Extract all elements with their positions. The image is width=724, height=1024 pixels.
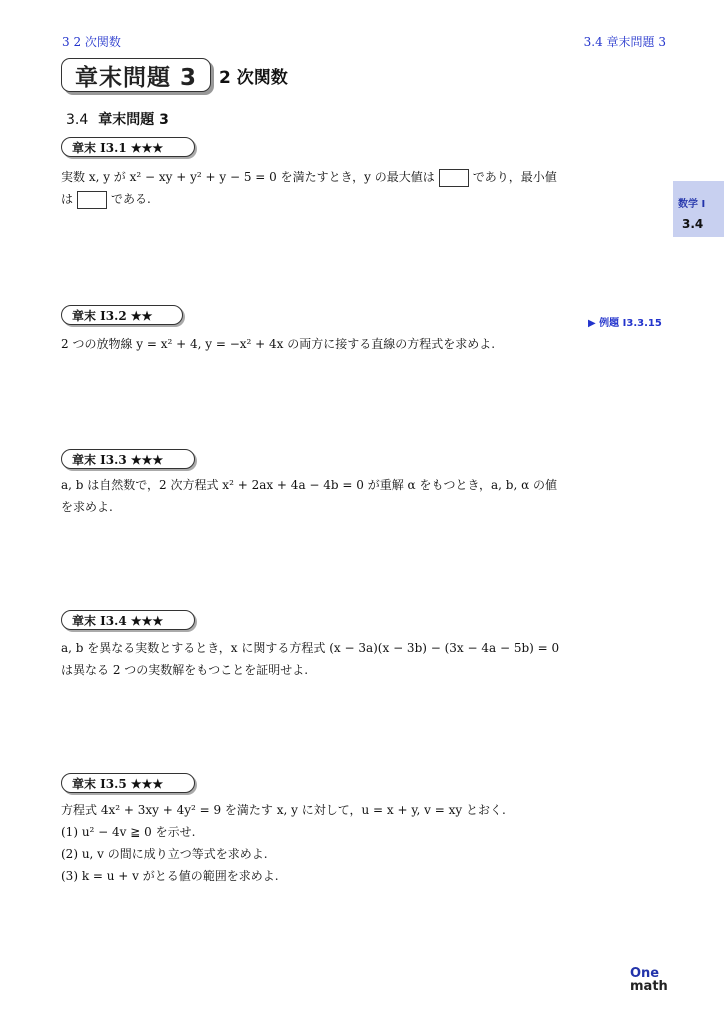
answer-blank-min[interactable] [77,191,107,209]
problem-text-1 [61,166,561,210]
side-tab-subject: 数学 I [678,199,706,210]
problem-1-line2b: である. [111,192,151,206]
side-tab-section: 3.4 [682,217,704,231]
problem-1-line1a: 実数 x, y が x² − xy + y² + y − 5 = 0 を満たすとき，y の最大値は [61,170,435,184]
problem-5-part1: (1) u² − 4v ≧ 0 を示せ. [61,825,196,839]
problem-label-4: 章末 I3.4 ★★★ [61,610,195,630]
running-header-chapter: 3 2 次関数 [62,35,121,49]
chapter-subtitle: 2 次関数 [219,68,288,88]
problem-label-2: 章末 I3.2 ★★ [61,305,183,325]
problem-text-3 [61,474,561,518]
onemath-logo [630,967,670,993]
section-name: 章末問題 3 [98,112,169,128]
logo-line-one: One [630,966,660,981]
problem-1-line1b: であり，最小値 [472,170,557,184]
problem-text-4 [61,637,561,681]
logo-line-math: math [630,979,668,994]
problem-label-5: 章末 I3.5 ★★★ [61,773,195,793]
chapter-title-box: 章末問題 3 [61,58,211,92]
answer-blank-max[interactable] [439,169,469,187]
problem-2-line1: 2 つの放物線 y = x² + 4, y = −x² + 4x の両方に接する直線の方程式を求めよ. [61,337,496,351]
problem-4-line2: は異なる 2 つの実数解をもつことを証明せよ. [61,663,309,677]
side-index-tab [673,181,724,237]
section-title [66,109,169,129]
problem-5-part3: (3) k = u + v がとる値の範囲を求めよ. [61,869,279,883]
problem-3-line1: a, b は自然数で，2 次方程式 x² + 2ax + 4a − 4b = 0 が重解 α をもつとき，a, b, α の値 [61,478,557,492]
problem-4-line1: a, b を異なる実数とするとき，x に関する方程式 (x − 3a)(x − 3b) − (3x − 4a − 5b) = 0 [61,641,560,655]
problem-text-5 [61,799,561,887]
problem-1-line2a: は [61,192,74,206]
problem-5-part2: (2) u, v の間に成り立つ等式を求めよ. [61,847,268,861]
problem-label-3: 章末 I3.3 ★★★ [61,449,195,469]
running-header-section: 3.4 章末問題 3 [583,35,666,49]
problem-text-2 [61,333,561,355]
section-number: 3.4 [66,112,89,128]
problem-label-1: 章末 I3.1 ★★★ [61,137,195,157]
problem-3-line2: を求めよ. [61,500,113,514]
example-reference-link[interactable]: ▶ 例題 I3.3.15 [588,318,662,329]
problem-5-line1: 方程式 4x² + 3xy + 4y² = 9 を満たす x, y に対して，u = x + y, v = xy とおく. [61,803,506,817]
